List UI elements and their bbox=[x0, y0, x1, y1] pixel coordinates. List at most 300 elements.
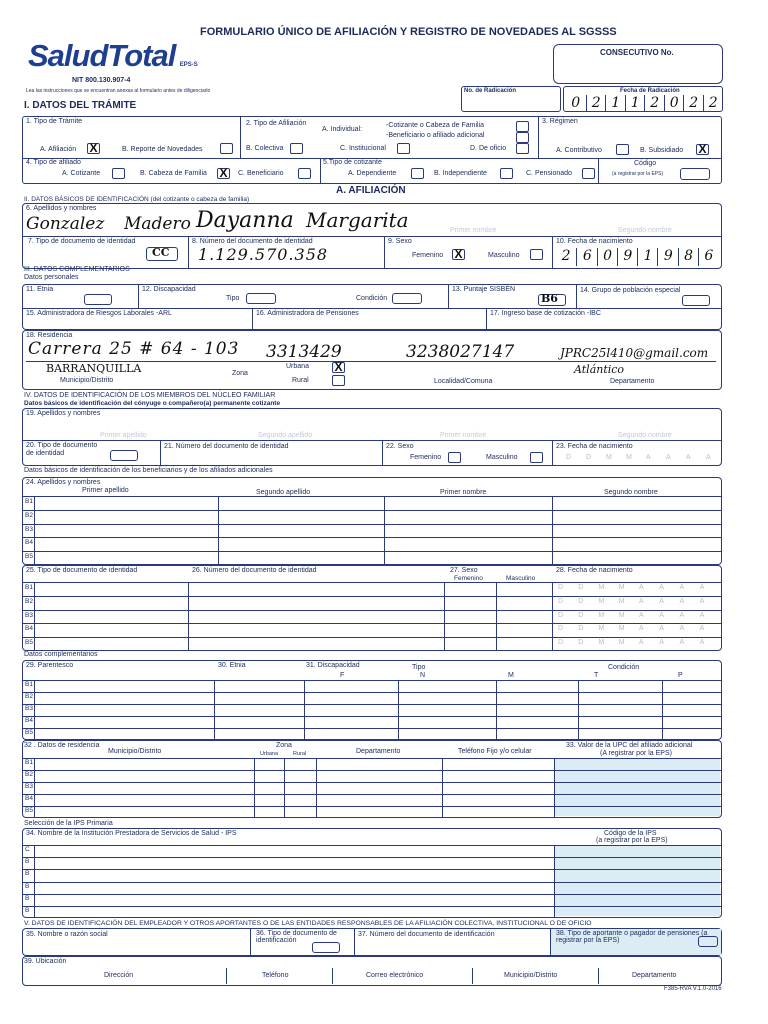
logo-suffix: EPS-S bbox=[179, 62, 198, 68]
column-divider bbox=[444, 582, 445, 651]
b-tipo-doc-label: 25. Tipo de documento de identidad bbox=[26, 567, 138, 574]
beneficiarios-names-table bbox=[22, 496, 722, 565]
column-divider bbox=[284, 758, 285, 818]
date-placeholder-cell: A bbox=[659, 597, 664, 605]
residencia-table bbox=[22, 758, 722, 818]
column-divider bbox=[218, 496, 219, 565]
date-placeholder-cell: A bbox=[679, 625, 685, 633]
date-placeholder-cell: A bbox=[679, 611, 685, 619]
form-title: FORMULARIO ÚNICO DE AFILIACIÓN Y REGISTRO DE NOVEDADES AL SGSSS bbox=[200, 26, 617, 38]
ibc-label: 17. Ingreso base de cotización -IBC bbox=[490, 310, 601, 317]
consecutivo-label: CONSECUTIVO No. bbox=[600, 48, 674, 57]
date-placeholder-cell: D bbox=[578, 583, 584, 591]
b-residencia-label: 32 . Datos de residencia bbox=[24, 742, 100, 749]
row-label: B bbox=[25, 882, 30, 890]
tipo-doc-label: 7. Tipo de documento de identidad bbox=[28, 238, 136, 245]
instructions: Lea las instrucciones que se encuentran anexas al formulario antes de diligenciarlo bbox=[26, 88, 211, 94]
familia-subtitle: Datos básicos de identificación del cónyuge o compañero(a) permanente cotizante bbox=[24, 400, 281, 407]
dependiente-checkbox[interactable] bbox=[411, 168, 424, 179]
b-fecha-label: 28. Fecha de nacimiento bbox=[556, 567, 633, 574]
tipo-doc-value: CC bbox=[152, 246, 170, 259]
row-label: B5 bbox=[25, 729, 33, 736]
row-label: B bbox=[25, 906, 30, 914]
column-divider bbox=[554, 845, 555, 918]
column-divider bbox=[304, 680, 305, 740]
b-urbana-label: Urbana bbox=[260, 751, 279, 757]
condicion-input[interactable] bbox=[392, 293, 422, 304]
fecha-nacimiento-digit: 6 bbox=[576, 248, 597, 266]
b-femenino-label: Femenino bbox=[454, 575, 483, 582]
date-placeholder-cell: M bbox=[618, 583, 625, 591]
column-divider bbox=[552, 496, 553, 565]
row-divider bbox=[22, 596, 722, 597]
urbana-checkbox[interactable]: X bbox=[332, 362, 345, 373]
column-divider bbox=[554, 758, 555, 818]
apellidos-label: 6. Apellidos y nombres bbox=[26, 205, 97, 212]
date-placeholder-cell: D bbox=[578, 625, 584, 633]
emp-num-doc-label: 37. Número del documento de identificación bbox=[358, 931, 495, 938]
row-label: B bbox=[25, 870, 30, 878]
cotizante-cabeza-checkbox[interactable] bbox=[516, 121, 529, 132]
date-placeholder-cell: D bbox=[586, 454, 592, 461]
contributivo-checkbox[interactable] bbox=[616, 144, 629, 155]
direccion-value: Carrera 25 # 64 - 103 bbox=[28, 339, 240, 359]
row-divider bbox=[22, 882, 722, 883]
comp-tipo-label: Tipo bbox=[412, 664, 426, 671]
row-label: B4 bbox=[25, 717, 33, 724]
conyuge-tipo-doc-label: 20. Tipo de documento de identidad bbox=[26, 442, 98, 457]
colectiva-label: B. Colectiva bbox=[246, 145, 284, 152]
row-divider bbox=[22, 637, 722, 638]
date-placeholder-cell: M bbox=[598, 611, 605, 619]
row-label: B4 bbox=[25, 625, 33, 633]
date-placeholder-cell: M bbox=[606, 454, 612, 461]
date-placeholder-cell: A bbox=[646, 454, 651, 461]
emp-tipo-doc-label: 36. Tipo de documento de identificación bbox=[256, 930, 337, 944]
b-cabeza-checkbox[interactable]: X bbox=[217, 168, 230, 179]
row-label: B1 bbox=[25, 759, 33, 766]
residencia-label: 18. Residencia bbox=[26, 332, 73, 339]
date-placeholder-cell: D bbox=[558, 583, 564, 591]
tramite-section-title: I. DATOS DEL TRÁMITE bbox=[24, 100, 137, 111]
afiliacion-section-title: A. AFILIACIÓN bbox=[336, 185, 406, 196]
date-placeholder-cell: M bbox=[618, 611, 625, 619]
fecha-radicacion-digit: 1 bbox=[605, 95, 626, 111]
column-divider bbox=[384, 496, 385, 565]
basic-title: II. DATOS BÁSICOS DE IDENTIFICACIÓN (del cotizante o cabeza de familia) bbox=[24, 196, 250, 203]
row-label: B1 bbox=[25, 497, 33, 505]
departamento-value: Atlántico bbox=[574, 363, 625, 376]
row-divider bbox=[22, 610, 722, 611]
regimen-label: 3. Régimen bbox=[542, 118, 578, 125]
conyuge-masculino-checkbox[interactable] bbox=[530, 452, 543, 463]
b-cabeza-label: B. Cabeza de Familia bbox=[140, 170, 207, 177]
reporte-checkbox[interactable] bbox=[220, 143, 233, 154]
row-divider bbox=[22, 758, 722, 759]
tipo-afiliacion-label: 2. Tipo de Afiliación bbox=[246, 120, 307, 127]
individual-label: A. Individual: bbox=[322, 126, 363, 133]
b-num-doc-label: 26. Número del documento de identidad bbox=[192, 567, 317, 574]
column-divider bbox=[254, 758, 255, 818]
row-label: B2 bbox=[25, 771, 33, 778]
primer-apellido: Gonzalez bbox=[26, 214, 105, 234]
tipo-tramite-label: 1. Tipo de Trámite bbox=[26, 118, 83, 125]
discapacidad-label: 12. Discapacidad bbox=[142, 286, 196, 293]
row-label-divider bbox=[34, 845, 35, 918]
row-divider bbox=[22, 782, 722, 783]
column-divider bbox=[214, 680, 215, 740]
emp-tipo-doc-input[interactable] bbox=[312, 942, 340, 953]
row-label: B5 bbox=[25, 553, 33, 561]
subsidiado-checkbox[interactable]: X bbox=[696, 144, 709, 155]
b-departamento-label: Departamento bbox=[356, 748, 401, 755]
row-label-divider bbox=[34, 496, 35, 565]
afiliacion-label: A. Afiliación bbox=[40, 146, 77, 153]
beneficiario-adicional-checkbox[interactable] bbox=[516, 132, 529, 143]
ubicacion-box bbox=[22, 956, 722, 986]
row-label: B4 bbox=[25, 795, 33, 802]
column-divider bbox=[398, 680, 399, 740]
codigo-note: (a registrar por la EPS) bbox=[612, 171, 664, 177]
row-label-divider bbox=[34, 758, 35, 818]
col-primer-apellido: Primer apellido bbox=[82, 487, 129, 494]
row-divider bbox=[22, 806, 722, 807]
conyuge-tipo-doc-input[interactable] bbox=[110, 450, 138, 461]
conyuge-num-doc-label: 21. Número del documento de identidad bbox=[164, 443, 289, 450]
date-placeholder-cell: A bbox=[679, 639, 685, 647]
fecha-radicacion-label: Fecha de Radicación bbox=[620, 88, 680, 94]
row-divider bbox=[22, 510, 722, 511]
row-divider bbox=[22, 770, 722, 771]
row-label: B5 bbox=[25, 639, 33, 647]
masculino-checkbox[interactable] bbox=[530, 249, 543, 260]
de-oficio-label: D. De oficio bbox=[470, 145, 507, 152]
beneficiarios-doc-table bbox=[22, 582, 722, 651]
date-placeholder-cell: A bbox=[659, 611, 664, 619]
form-version: F385-RVA V.1.0-2016 bbox=[664, 986, 722, 992]
row-divider bbox=[22, 680, 722, 681]
date-placeholder-cell: A bbox=[699, 583, 705, 591]
sisben-value: B6 bbox=[541, 292, 558, 305]
tipo-label: Tipo bbox=[226, 295, 240, 302]
fecha-nacimiento-digits[interactable] bbox=[556, 248, 718, 266]
comp-etnia-label: 30. Etnia bbox=[218, 662, 246, 669]
row-label: B bbox=[25, 894, 30, 902]
departamento-label: Departamento bbox=[610, 378, 655, 385]
date-placeholder-cell: A bbox=[666, 454, 671, 461]
fecha-radicacion-digit: 2 bbox=[683, 95, 704, 111]
date-placeholder-cell: D bbox=[578, 639, 584, 647]
date-placeholder-cell: A bbox=[699, 625, 705, 633]
codigo-label: Código bbox=[634, 160, 657, 167]
emp-correo-label: Correo electrónico bbox=[366, 972, 424, 979]
fecha-nacimiento-digit: 9 bbox=[657, 248, 678, 266]
upc-label: 33. Valor de la UPC del afiliado adicional bbox=[566, 742, 693, 749]
telefono-value: 3313429 bbox=[266, 342, 342, 362]
date-placeholder-cell: A bbox=[639, 625, 644, 633]
column-divider bbox=[442, 758, 443, 818]
complementarios-subtitle: Datos personales bbox=[24, 274, 79, 281]
date-placeholder-cell: D bbox=[578, 597, 584, 605]
complementarios-title: III. DATOS COMPLEMENTARIOS bbox=[24, 266, 130, 273]
femenino-label: Femenino bbox=[412, 252, 444, 259]
logo bbox=[28, 38, 198, 74]
tipo-afiliado-label: 4. Tipo de afiliado bbox=[26, 159, 81, 166]
institucional-label: C. Institucional bbox=[340, 145, 386, 152]
ips-label: 34. Nombre de la Institución Prestadora de Servicios de Salud - IPS bbox=[26, 830, 237, 837]
ips-codigo-label: Código de la IPS bbox=[604, 830, 657, 837]
emp-telefono-label: Teléfono bbox=[262, 972, 289, 979]
logo-text: SaludTotal bbox=[28, 38, 176, 73]
row-label: B4 bbox=[25, 539, 33, 547]
date-placeholder-cell: A bbox=[699, 597, 705, 605]
grupo-input[interactable] bbox=[682, 295, 710, 306]
codigo-input[interactable] bbox=[680, 168, 710, 180]
b-rural-label: Rural bbox=[293, 751, 307, 757]
date-placeholder-cell: D bbox=[558, 611, 564, 619]
ghost-segundo-nombre-2: Segundo nombre bbox=[618, 432, 672, 439]
num-doc-label: 8. Número del documento de identidad bbox=[192, 238, 313, 245]
tipo-discapacidad-input[interactable] bbox=[246, 293, 276, 304]
row-divider bbox=[22, 845, 722, 846]
date-placeholder-cell: D bbox=[578, 611, 584, 619]
fecha-radicacion-digit: 2 bbox=[644, 95, 665, 111]
column-divider bbox=[496, 582, 497, 651]
independiente-checkbox[interactable] bbox=[500, 168, 513, 179]
a-cotizante-label: A. Cotizante bbox=[62, 170, 101, 177]
date-placeholder-cell: D bbox=[566, 454, 572, 461]
date-placeholder-cell: M bbox=[618, 597, 625, 605]
emp-direccion-label: Dirección bbox=[104, 972, 134, 979]
rural-checkbox[interactable] bbox=[332, 375, 345, 386]
municipio-value: BARRANQUILLA bbox=[46, 362, 142, 375]
date-placeholder-cell: M bbox=[598, 639, 605, 647]
date-placeholder-cell: A bbox=[639, 597, 644, 605]
column-divider bbox=[188, 582, 189, 651]
comp-p-label: P bbox=[678, 672, 683, 679]
email-value: JPRC25l410@gmail.com bbox=[560, 346, 709, 360]
ips-table bbox=[22, 845, 722, 918]
ghost-segundo-apellido: Segundo apellido bbox=[258, 432, 313, 439]
date-placeholder-cell: A bbox=[659, 639, 664, 647]
date-placeholder-cell: A bbox=[639, 639, 644, 647]
conyuge-femenino-checkbox[interactable] bbox=[448, 452, 461, 463]
comp-t-label: T bbox=[594, 672, 599, 679]
rural-label: Rural bbox=[292, 377, 309, 384]
row-divider bbox=[22, 716, 722, 717]
date-placeholder-cell: A bbox=[699, 639, 705, 647]
row-label: B5 bbox=[25, 807, 33, 814]
condicion-label: Condición bbox=[356, 295, 388, 302]
femenino-checkbox[interactable]: X bbox=[452, 249, 465, 260]
institucional-checkbox[interactable] bbox=[397, 143, 410, 154]
row-divider bbox=[22, 496, 722, 497]
primer-nombre: Dayanna bbox=[196, 208, 294, 233]
comp-condicion-label: Condición bbox=[608, 664, 640, 671]
tipo-cotizante-label: 5.Tipo de cotizante bbox=[323, 159, 382, 166]
conyuge-fecha-label: 23. Fecha de nacimiento bbox=[556, 443, 633, 450]
subsidiado-label: B. Subsidiado bbox=[640, 147, 684, 154]
row-label: B2 bbox=[25, 597, 33, 605]
date-placeholder-cell: D bbox=[558, 597, 564, 605]
municipio-label: Municipio/Distrito bbox=[60, 377, 114, 384]
ghost-primer-nombre: Primer nombre bbox=[450, 227, 497, 234]
c-beneficiario-checkbox[interactable] bbox=[298, 168, 311, 179]
date-placeholder-cell: A bbox=[706, 454, 711, 461]
date-placeholder-cell: M bbox=[598, 625, 605, 633]
date-placeholder-cell: D bbox=[558, 625, 564, 633]
row-label-divider bbox=[34, 582, 35, 651]
date-placeholder-cell: M bbox=[618, 639, 625, 647]
fecha-radicacion-digits bbox=[566, 95, 722, 111]
date-placeholder-cell: A bbox=[679, 583, 685, 591]
etnia-label: 11. Etnia bbox=[26, 286, 54, 293]
num-doc-value: 1.129.570.358 bbox=[198, 245, 329, 264]
row-divider bbox=[22, 869, 722, 870]
row-divider bbox=[22, 524, 722, 525]
row-divider bbox=[22, 794, 722, 795]
nombre-razon-label: 35. Nombre o razón social bbox=[26, 931, 108, 938]
conyuge-fecha-placeholder[interactable] bbox=[560, 454, 720, 464]
pensionado-checkbox[interactable] bbox=[582, 168, 595, 179]
de-oficio-checkbox[interactable] bbox=[516, 143, 529, 154]
ips-title: Selección de la IPS Primaria bbox=[24, 820, 113, 827]
row-label: B3 bbox=[25, 525, 33, 533]
column-divider bbox=[578, 680, 579, 740]
b-zona-label: Zona bbox=[276, 742, 292, 749]
fecha-nac-label: 10. Fecha de nacimiento bbox=[556, 238, 633, 245]
row-divider bbox=[22, 704, 722, 705]
row-label-divider bbox=[34, 680, 35, 740]
fecha-radicacion-digit: 0 bbox=[571, 95, 581, 111]
row-label: B1 bbox=[25, 583, 33, 591]
date-placeholder-cell: A bbox=[639, 583, 644, 591]
urbana-label: Urbana bbox=[286, 363, 309, 370]
date-placeholder-cell: M bbox=[618, 625, 625, 633]
empleador-title: V. DATOS DE IDENTIFICACIÓN DEL EMPLEADOR Y OTROS APORTANTES O DE LAS ENTIDADES RESPONSABLES DE LA AFILIACIÓN COLECTIVA, INSTITUCIONAL O DE OFICIO bbox=[24, 920, 592, 927]
row-divider bbox=[22, 857, 722, 858]
masculino-label: Masculino bbox=[488, 252, 520, 259]
fecha-nacimiento-digit: 6 bbox=[698, 248, 719, 266]
col-primer-nombre: Primer nombre bbox=[440, 489, 487, 496]
dependiente-label: A. Dependiente bbox=[348, 170, 397, 177]
b-telefono-label: Teléfono Fijo y/o celular bbox=[458, 748, 532, 755]
comp-m-label: M bbox=[508, 672, 514, 679]
row-divider bbox=[22, 551, 722, 552]
ubicacion-label: 39. Ubicación bbox=[24, 958, 67, 965]
conyuge-masculino-label: Masculino bbox=[486, 454, 518, 461]
column-divider bbox=[316, 758, 317, 818]
date-placeholder-cell: A bbox=[699, 611, 705, 619]
row-divider bbox=[22, 906, 722, 907]
col-segundo-apellido: Segundo apellido bbox=[256, 489, 311, 496]
parentesco-label: 29. Parentesco bbox=[26, 662, 74, 669]
reporte-label: B. Reporte de Novedades bbox=[122, 146, 203, 153]
fecha-nacimiento-digit: 8 bbox=[678, 248, 699, 266]
date-placeholder-cell: A bbox=[639, 611, 644, 619]
date-placeholder-cell: M bbox=[598, 583, 605, 591]
column-divider bbox=[552, 582, 553, 651]
row-label: B3 bbox=[25, 705, 33, 712]
fecha-nacimiento-digit: 1 bbox=[637, 248, 658, 266]
celular-value: 3238027147 bbox=[406, 342, 515, 362]
row-label: B3 bbox=[25, 783, 33, 790]
pensiones-label: 16. Administradora de Pensiones bbox=[256, 310, 359, 317]
cotizante-cabeza-label: -Cotizante o Cabeza de Familia bbox=[386, 122, 485, 129]
beneficiario-adicional-label: -Beneficiario o afiliado adicional bbox=[386, 132, 485, 139]
segundo-apellido: Madero bbox=[124, 214, 191, 234]
grupo-label: 14. Grupo de población especial bbox=[580, 287, 681, 294]
beneficiarios-title: Datos básicos de identificación de los beneficiarios y de los afiliados adicionales bbox=[24, 467, 273, 474]
colectiva-checkbox[interactable] bbox=[290, 143, 303, 154]
localidad-label: Localidad/Comuna bbox=[434, 378, 493, 385]
conyuge-sexo-label: 22. Sexo bbox=[386, 443, 414, 450]
row-label: B bbox=[25, 858, 30, 866]
c-beneficiario-label: C. Beneficiario bbox=[238, 170, 284, 177]
column-divider bbox=[662, 680, 663, 740]
fecha-nacimiento-digit: 2 bbox=[561, 248, 571, 264]
b-apellidos-label: 24. Apellidos y nombres bbox=[26, 479, 101, 486]
row-divider bbox=[22, 623, 722, 624]
row-divider bbox=[22, 537, 722, 538]
upc-note: (A registrar por la EPS) bbox=[600, 750, 672, 757]
fecha-radicacion-digit: 0 bbox=[664, 95, 685, 111]
a-cotizante-checkbox[interactable] bbox=[112, 168, 125, 179]
b-sexo-label: 27. Sexo bbox=[450, 567, 478, 574]
pensionado-label: C. Pensionado bbox=[526, 170, 572, 177]
comp-title: Datos complementarios bbox=[24, 651, 98, 658]
zona-label: Zona bbox=[232, 370, 248, 377]
row-label: B2 bbox=[25, 511, 33, 519]
sexo-label: 9. Sexo bbox=[388, 238, 412, 245]
row-label: B1 bbox=[25, 681, 33, 688]
comp-discapacidad-label: 31. Discapacidad bbox=[306, 662, 360, 669]
date-placeholder-cell: A bbox=[686, 454, 691, 461]
afiliacion-checkbox[interactable]: X bbox=[87, 143, 100, 154]
b-masculino-label: Masculino bbox=[506, 575, 536, 582]
tipo-aportante-label: 38. Tipo de aportante o pagador de pensiones (a registrar por la EPS) bbox=[556, 930, 708, 944]
fecha-nacimiento-digit: 0 bbox=[597, 248, 618, 266]
row-divider bbox=[22, 692, 722, 693]
row-divider bbox=[22, 894, 722, 895]
comp-f-label: F bbox=[340, 672, 345, 679]
row-divider bbox=[22, 582, 722, 583]
date-placeholder-cell: M bbox=[626, 454, 632, 461]
date-placeholder-cell: A bbox=[679, 597, 685, 605]
row-label: B2 bbox=[25, 693, 33, 700]
column-divider bbox=[496, 680, 497, 740]
date-placeholder-cell: A bbox=[659, 583, 664, 591]
conyuge-femenino-label: Femenino bbox=[410, 454, 442, 461]
nit: NIT 800.130.907-4 bbox=[72, 77, 131, 84]
ghost-primer-apellido: Primer apellido bbox=[100, 432, 147, 439]
tipo-aportante-input[interactable] bbox=[698, 936, 718, 947]
row-label: B3 bbox=[25, 611, 33, 619]
date-placeholder-cell: A bbox=[659, 625, 664, 633]
arl-label: 15. Administradora de Riesgos Laborales -ARL bbox=[26, 310, 172, 317]
familia-title: IV. DATOS DE IDENTIFICACIÓN DE LOS MIEMBROS DEL NÚCLEO FAMILIAR bbox=[24, 392, 276, 399]
etnia-input[interactable] bbox=[84, 294, 112, 305]
ips-codigo-note: (a registrar por la EPS) bbox=[596, 837, 668, 844]
fecha-radicacion-digit: 2 bbox=[586, 95, 607, 111]
date-placeholder-cell: D bbox=[558, 639, 564, 647]
conyuge-apellidos-label: 19. Apellidos y nombres bbox=[26, 410, 101, 417]
comp-n-label: N bbox=[420, 672, 426, 679]
comp-table bbox=[22, 680, 722, 740]
fecha-nacimiento-digit: 9 bbox=[617, 248, 638, 266]
fecha-radicacion-digit: 1 bbox=[625, 95, 646, 111]
contributivo-label: A. Contributivo bbox=[556, 147, 602, 154]
